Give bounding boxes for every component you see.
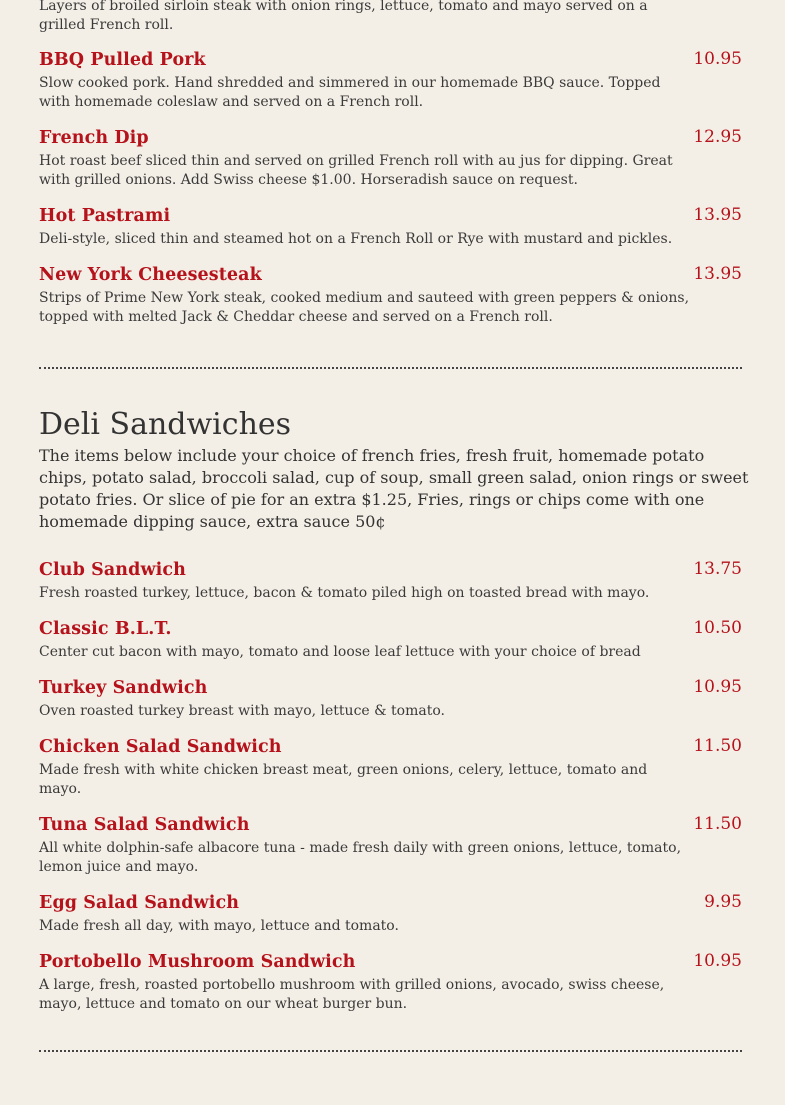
menu-item-name: BBQ Pulled Pork bbox=[39, 50, 206, 70]
menu-item-price: 10.95 bbox=[693, 951, 742, 971]
menu-item-price: 10.50 bbox=[693, 618, 742, 638]
menu-item-description: A large, fresh, roasted portobello mushroom with grilled onions, avocado, swiss cheese, mayo, lettuce and tomato on our wheat burger bun. bbox=[39, 977, 665, 1012]
menu-item-description: Center cut bacon with mayo, tomato and loose leaf lettuce with your choice of bread bbox=[39, 644, 641, 660]
menu-item-description: Made fresh all day, with mayo, lettuce and tomato. bbox=[39, 918, 399, 934]
section-divider bbox=[39, 367, 742, 369]
menu-item bbox=[39, 125, 742, 190]
menu-item bbox=[39, 734, 742, 799]
menu-item-description: All white dolphin-safe albacore tuna - made fresh daily with green onions, lettuce, tomato, lemon juice and mayo. bbox=[39, 840, 682, 875]
menu-item-price: 10.95 bbox=[693, 677, 742, 697]
menu-item-price: 9.95 bbox=[704, 892, 742, 912]
menu-item bbox=[39, 203, 742, 249]
menu-item-price: 12.95 bbox=[693, 127, 742, 147]
menu-item-name: Portobello Mushroom Sandwich bbox=[39, 952, 356, 972]
menu-item-name: Turkey Sandwich bbox=[39, 678, 208, 698]
menu-item-description: Deli-style, sliced thin and steamed hot on a French Roll or Rye with mustard and pickles. bbox=[39, 231, 673, 247]
menu-item-name: New York Cheesesteak bbox=[39, 265, 262, 285]
menu-item bbox=[39, 262, 742, 327]
menu-item-name: Egg Salad Sandwich bbox=[39, 893, 240, 913]
menu-item bbox=[39, 557, 742, 603]
menu-item-description: Strips of Prime New York steak, cooked medium and sauteed with green peppers & onions, topped with melted Jack & Cheddar cheese and served on a French roll. bbox=[39, 290, 690, 325]
menu-item-price: 13.75 bbox=[693, 559, 742, 579]
menu-item bbox=[39, 675, 742, 721]
section-divider bbox=[39, 1050, 742, 1052]
menu-item bbox=[39, 890, 742, 936]
menu-item-price: 13.95 bbox=[693, 264, 742, 284]
section-intro: The items below include your choice of french fries, fresh fruit, homemade potato chips, potato salad, broccoli salad, cup of soup, small green salad, onion rings or sweet potato fries. Or slice of pie for an extra $1.25, Fries, rings or chips come with one homemade dipping sauce, extra sauce 50¢ bbox=[39, 446, 749, 531]
menu-item bbox=[39, 949, 742, 1014]
menu-item-description: Fresh roasted turkey, lettuce, bacon & tomato piled high on toasted bread with mayo. bbox=[39, 585, 650, 601]
item-description: Layers of broiled sirloin steak with onion rings, lettuce, tomato and mayo served on a grilled French roll. bbox=[39, 0, 648, 33]
menu-item-price: 11.50 bbox=[693, 736, 742, 756]
menu-item-description: Hot roast beef sliced thin and served on grilled French roll with au jus for dipping. Great with grilled onions. Add Swiss cheese $1.00. Horseradish sauce on request. bbox=[39, 153, 673, 188]
menu-item-price: 13.95 bbox=[693, 205, 742, 225]
menu-item bbox=[39, 812, 742, 877]
menu-item-description: Slow cooked pork. Hand shredded and simmered in our homemade BBQ sauce. Topped with homemade coleslaw and served on a French roll. bbox=[39, 75, 661, 110]
menu-item-price: 11.50 bbox=[693, 814, 742, 834]
menu-item-name: Club Sandwich bbox=[39, 560, 186, 580]
menu-page bbox=[39, 0, 749, 1052]
menu-item-name: Tuna Salad Sandwich bbox=[39, 815, 250, 835]
menu-item-price: 10.95 bbox=[693, 49, 742, 69]
menu-item bbox=[39, 616, 742, 662]
menu-item-name: Chicken Salad Sandwich bbox=[39, 737, 282, 757]
section-title: Deli Sandwiches bbox=[39, 407, 292, 442]
menu-item-name: French Dip bbox=[39, 128, 149, 148]
menu-item-description: Made fresh with white chicken breast meat, green onions, celery, lettuce, tomato and mayo. bbox=[39, 762, 648, 797]
menu-item bbox=[39, 47, 742, 112]
menu-item-name: Classic B.L.T. bbox=[39, 619, 172, 639]
menu-item-description: Oven roasted turkey breast with mayo, lettuce & tomato. bbox=[39, 703, 445, 719]
menu-item-name: Hot Pastrami bbox=[39, 206, 171, 226]
